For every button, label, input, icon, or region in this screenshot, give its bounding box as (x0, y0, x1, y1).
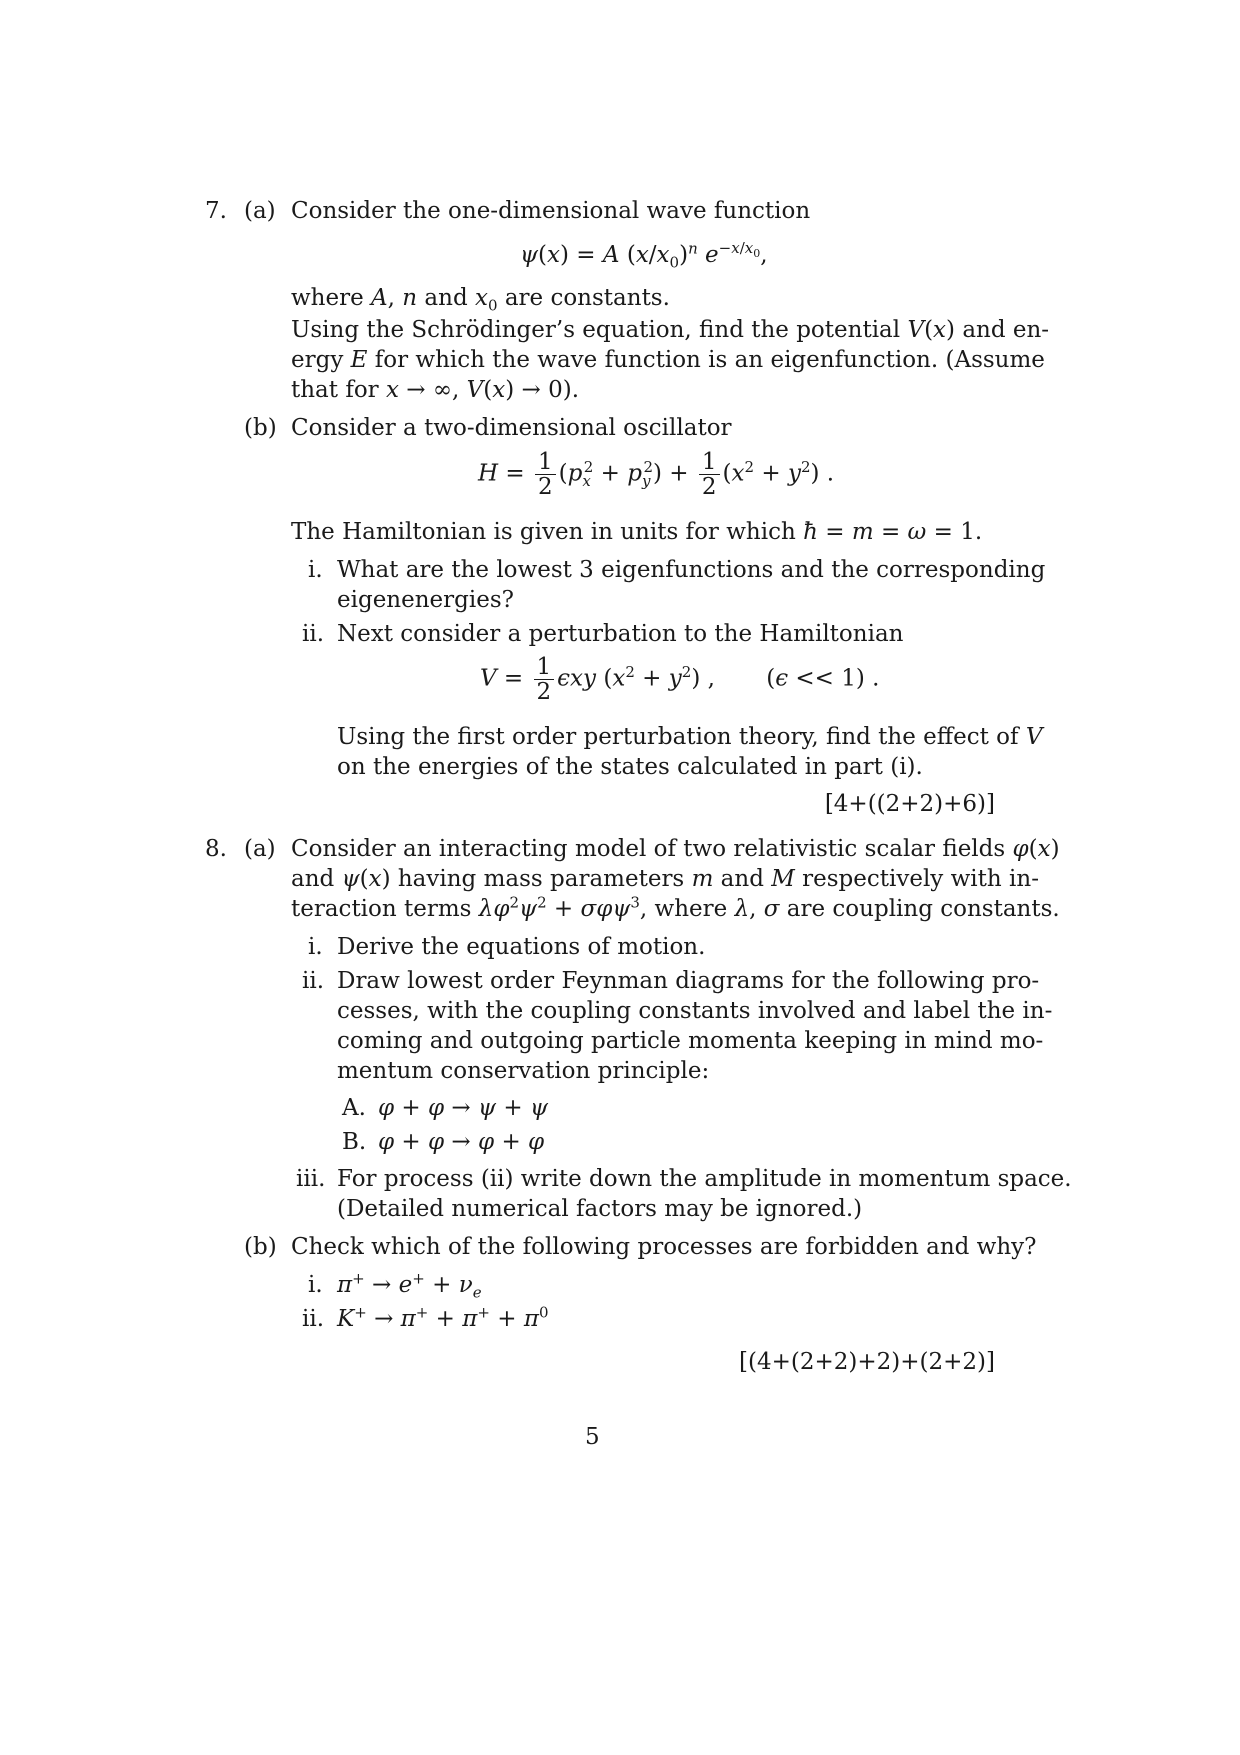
q7b-ii-label: ii. (302, 621, 325, 647)
q7a-intro: Consider the one-dimensional wave function (291, 198, 811, 224)
q7b-units-line: The Hamiltonian is given in units for which ħ = m = ω = 1. (291, 519, 983, 545)
q8a-line-3: teraction terms $\lambda\varphi^2\psi^2 + \sigma\varphi\psi^3$, where λ, σ are coupling constants. (291, 893, 1060, 922)
q7a-label: (a) (244, 198, 276, 224)
q8a-line-2: and ψ(x) having mass parameters m and M respectively with in- (291, 866, 1039, 892)
q7a-wavefunction-equation: ψ(x) = A $(x/x_0)^n$ $e^{-x/x_0}$, (520, 239, 768, 272)
q7a-where-line: where A, n and $x_0$ are constants. (291, 285, 670, 315)
q7b-intro: Consider a two-dimensional oscillator (291, 415, 732, 441)
q8b-i-label: i. (308, 1272, 323, 1298)
q7a-task-line-1: Using the Schrödinger’s equation, find the potential V(x) and en- (291, 317, 1050, 343)
q8a-i-label: i. (308, 934, 323, 960)
q7a-task-line-3: that for x → ∞, V(x) → 0). (291, 377, 580, 403)
q8a-ii-line-4: mentum conservation principle: (337, 1058, 710, 1084)
q7b-ii-line-3: on the energies of the states calculated in part (i). (337, 754, 923, 780)
q7b-ii-perturbation-equation: V = $\frac{1}{2}$ ϵxy $(x^2 + y^2)$ , (ϵ << 1) . (480, 654, 880, 705)
q8a-iii-line-1: For process (ii) write down the amplitude in momentum space. (337, 1166, 1072, 1192)
q8a-ii-line-3: coming and outgoing particle momenta keeping in mind mo- (337, 1028, 1044, 1054)
q8a-ii-A-process: φ + φ → ψ + ψ (378, 1095, 549, 1121)
q7b-hamiltonian-equation: H = $\frac{1}{2}$ $(p_x^2 + p_y^2)$ + $\frac{1}{2}$ $(x^2 + y^2)$ . (478, 449, 835, 500)
q8a-ii-line-1: Draw lowest order Feynman diagrams for the following pro- (337, 968, 1040, 994)
q8a-ii-A-label: A. (342, 1095, 366, 1121)
q8a-ii-label: ii. (302, 968, 325, 994)
q7b-i-label: i. (308, 557, 323, 583)
q8a-ii-B-label: B. (342, 1129, 367, 1155)
q8b-i-process: $\pi^+ \to e^+ + \nu_e$ (337, 1269, 482, 1302)
q7a-task-line-2: ergy E for which the wave function is an eigenfunction. (Assume (291, 347, 1045, 373)
q8b-intro: Check which of the following processes are forbidden and why? (291, 1234, 1037, 1260)
q8a-iii-label: iii. (296, 1166, 326, 1192)
q8-number: 8. (205, 836, 227, 862)
q8a-ii-B-process: φ + φ → φ + φ (378, 1129, 545, 1155)
q7b-label: (b) (244, 415, 277, 441)
q8a-iii-line-2: (Detailed numerical factors may be ignored.) (337, 1196, 863, 1222)
q7b-i-line-1: What are the lowest 3 eigenfunctions and the corresponding (337, 557, 1046, 583)
q8a-i-text: Derive the equations of motion. (337, 934, 706, 960)
q8b-label: (b) (244, 1234, 277, 1260)
q7-marks: [4+((2+2)+6)] (824, 791, 995, 817)
q8b-ii-label: ii. (302, 1306, 325, 1332)
q8b-ii-process: $K^+ \to \pi^+ + \pi^+ + \pi^0$ (337, 1303, 549, 1332)
q8-marks: [(4+(2+2)+2)+(2+2)] (739, 1349, 995, 1375)
q7-number: 7. (205, 198, 227, 224)
q7b-ii-line-2: Using the first order perturbation theory, find the effect of V (337, 724, 1043, 750)
q7b-i-line-2: eigenenergies? (337, 587, 514, 613)
q8a-label: (a) (244, 836, 276, 862)
q8a-line-1: Consider an interacting model of two relativistic scalar fields φ(x) (291, 836, 1060, 862)
page-number: 5 (585, 1424, 600, 1450)
q8a-ii-line-2: cesses, with the coupling constants involved and label the in- (337, 998, 1053, 1024)
q7b-ii-line-1: Next consider a perturbation to the Hamiltonian (337, 621, 904, 647)
